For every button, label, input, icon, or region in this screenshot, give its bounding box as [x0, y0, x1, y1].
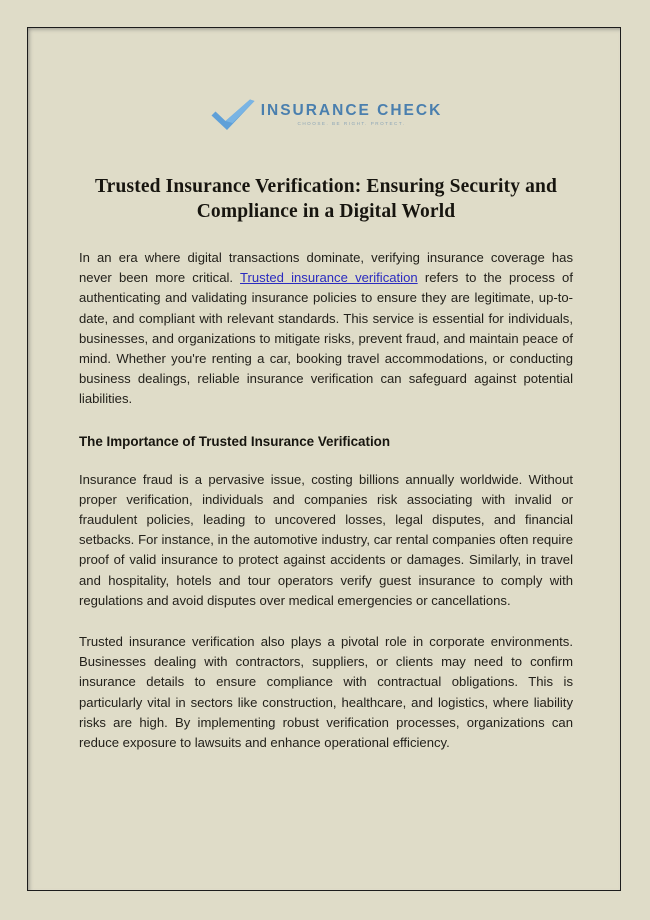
logo-tagline: CHOOSE. BE RIGHT. PROTECT. [297, 120, 406, 126]
document-content [79, 27, 573, 891]
logo-text-wrap [261, 103, 443, 126]
section-heading-importance: The Importance of Trusted Insurance Verification [79, 433, 391, 449]
paragraph-intro-text-before: In an era where digital transactions dominate, verifying insurance coverage has never been more critical. [79, 250, 573, 286]
paragraph-intro [79, 248, 573, 410]
brand-logo [79, 93, 573, 137]
paragraph-intro-text-after: refers to the process of authenticating and validating insurance policies to ensure they are legitimate, up-to-date, and compliant with relevant standards. This service is essential for individuals, businesses, and organizations to mitigate risks, prevent fraud, and maintain peace of mind. Whether you're renting a car, booking travel accommodations, or conducting business dealings, reliable insurance verification can safeguard against potential liabilities. [79, 270, 573, 407]
paragraph-corporate: Trusted insurance verification also plays a pivotal role in corporate environments. Businesses dealing with contractors, suppliers, or clients may need to confirm insurance details to ensure compliance with contractual obligations. This is particularly vital in sectors like construction, healthcare, and logistics, where liability risks are high. By implementing robust verification processes, organizations can reduce exposure to lawsuits and enhance operational efficiency. [79, 634, 573, 751]
paragraph-fraud: Insurance fraud is a pervasive issue, costing billions annually worldwide. Without proper verification, individuals and companies risk associating with invalid or fraudulent policies, leading to uncovered losses, legal disputes, and financial setbacks. For instance, in the automotive industry, car rental companies often require proof of valid insurance to protect against accidents or damages. Similarly, in travel and hospitality, hotels and tour operators verify guest insurance to comply with regulations and avoid disputes over medical emergencies or cancellations. [79, 471, 573, 608]
logo-wordmark: INSURANCE CHECK [260, 102, 443, 120]
page-title: Trusted Insurance Verification: Ensuring Security and Compliance in a Digital World [94, 176, 558, 222]
logo-inner [210, 99, 443, 131]
trusted-insurance-verification-link[interactable]: Trusted insurance verification [240, 270, 418, 286]
checkmark-icon [210, 99, 256, 131]
